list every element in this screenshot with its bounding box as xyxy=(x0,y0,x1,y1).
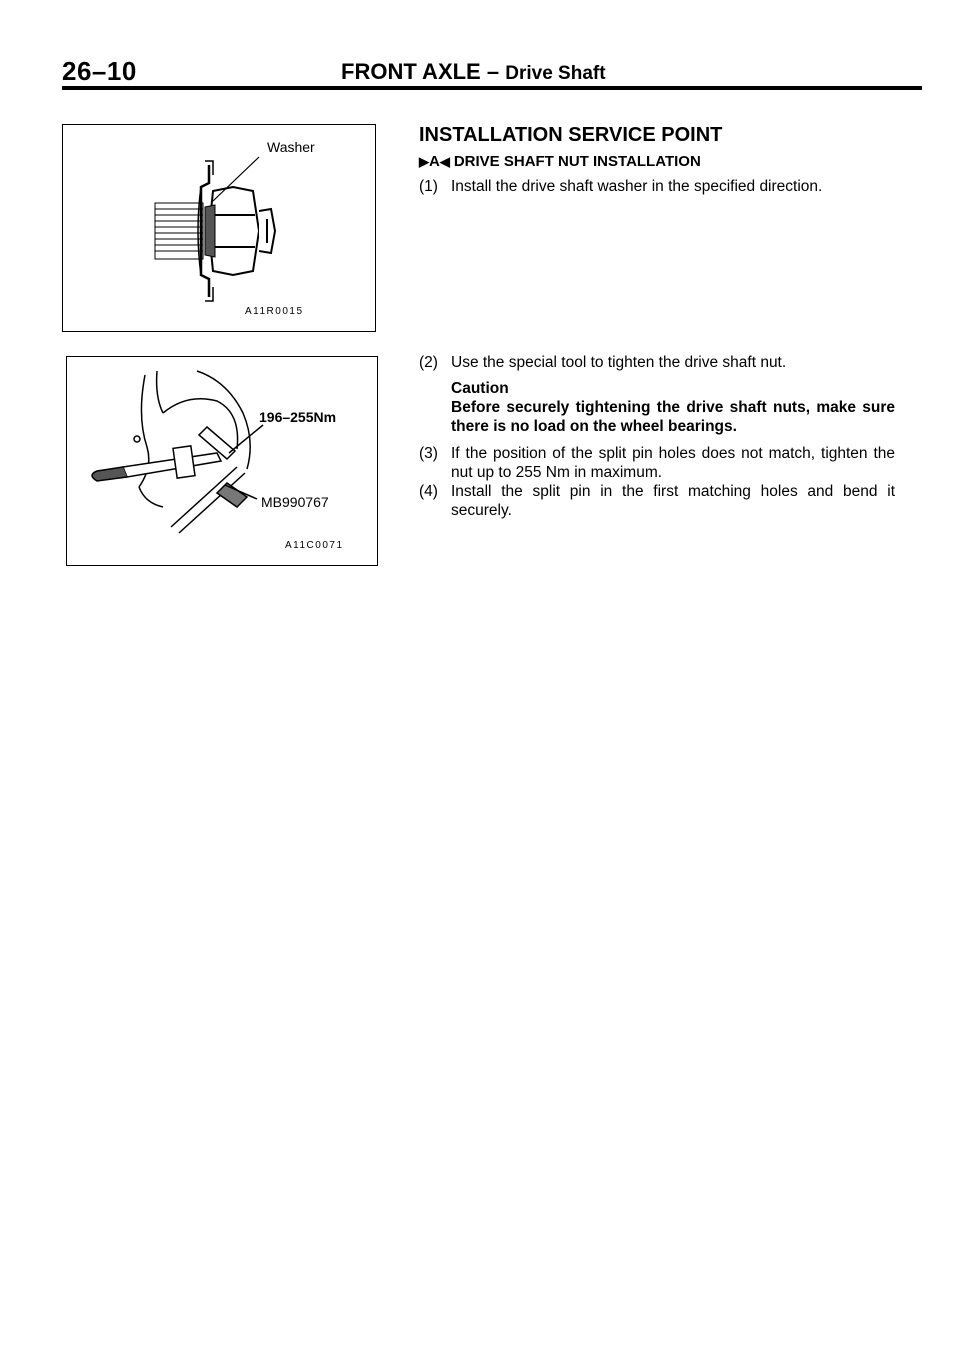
step-text: Install the split pin in the first matching holes and bend it securely. xyxy=(451,483,895,519)
title-dash: – xyxy=(486,59,500,84)
section-title xyxy=(341,59,606,85)
step-item xyxy=(419,353,895,372)
torque-tool-illustration xyxy=(67,357,377,565)
step-text: Use the special tool to tighten the drive shaft nut. xyxy=(451,354,787,371)
header-rule xyxy=(62,86,922,90)
subsection-name: Drive Shaft xyxy=(505,63,606,84)
procedure-title: DRIVE SHAFT NUT INSTALLATION xyxy=(453,153,701,170)
section-heading: INSTALLATION SERVICE POINT xyxy=(419,124,723,146)
procedure-heading xyxy=(419,153,701,170)
step-item xyxy=(419,482,895,520)
right-triangle-icon: ▶ xyxy=(419,153,429,169)
caution-block xyxy=(451,379,895,436)
page-number: 26–10 xyxy=(62,56,137,86)
page-header xyxy=(62,56,922,88)
section-name: FRONT AXLE xyxy=(341,59,481,84)
washer-label: Washer xyxy=(267,139,315,155)
step-number: (4) xyxy=(419,483,438,500)
step-text: Install the drive shaft washer in the specified direction. xyxy=(451,178,823,195)
torque-spec-label: 196–255Nm xyxy=(259,409,337,425)
step-text: If the position of the split pin holes does not match, tighten the nut up to 255 Nm in maximum. xyxy=(451,445,895,481)
figure-washer xyxy=(62,124,376,332)
step-number: (1) xyxy=(419,178,438,195)
caution-label: Caution xyxy=(451,380,509,397)
tool-number-label: MB990767 xyxy=(261,494,329,510)
step-number: (3) xyxy=(419,445,438,462)
procedure-letter: A xyxy=(429,153,440,170)
step-item xyxy=(419,177,895,196)
washer-illustration xyxy=(63,125,375,331)
figure-code: A11C0071 xyxy=(285,540,344,551)
caution-text: Before securely tightening the drive shaft nuts, make sure there is no load on the wheel bearings. xyxy=(451,399,895,435)
left-triangle-icon: ◀ xyxy=(439,153,450,169)
step-number: (2) xyxy=(419,354,438,371)
figure-torque-tool xyxy=(66,356,378,566)
figure-code: A11R0015 xyxy=(245,306,304,317)
step-item xyxy=(419,444,895,482)
